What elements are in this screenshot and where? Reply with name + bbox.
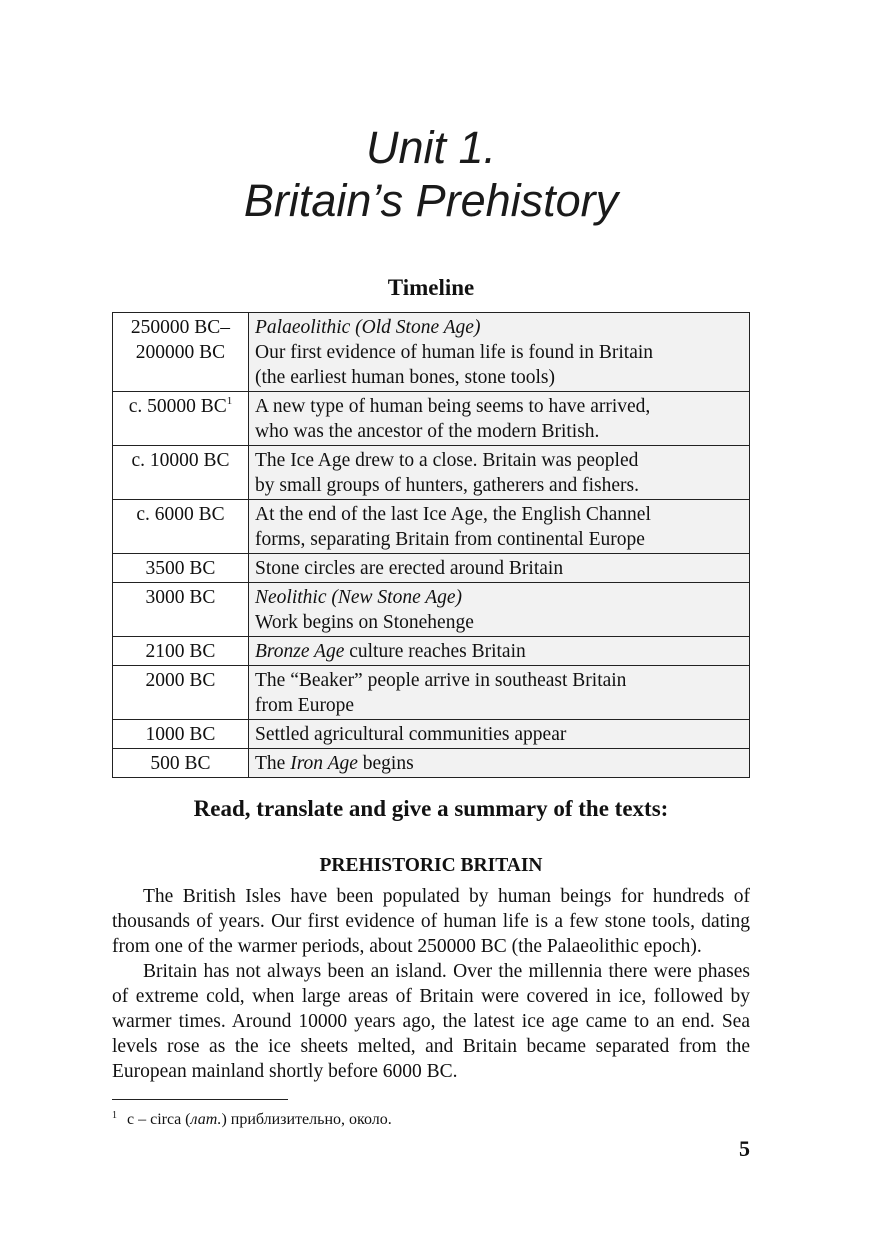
event-line: Stone circles are erected around Britain — [255, 558, 564, 579]
timeline-event — [249, 666, 750, 720]
footnote-divider — [112, 1099, 288, 1100]
timeline-event — [249, 446, 750, 500]
date-line: c. 10000 BC — [131, 450, 230, 471]
timeline-row — [113, 446, 750, 500]
date-line: 3000 BC — [145, 587, 216, 608]
event-line: The Ice Age drew to a close. Britain was peopled — [255, 450, 639, 471]
page-number: 5 — [739, 1136, 750, 1161]
date-line: c. 50000 BC — [128, 396, 227, 417]
timeline-date — [113, 313, 249, 392]
footnote-reference: 1 — [226, 395, 233, 407]
timeline-event — [249, 749, 750, 778]
timeline-row — [113, 554, 750, 583]
timeline-date — [113, 637, 249, 666]
timeline-event — [249, 554, 750, 583]
unit-title — [0, 121, 862, 227]
event-line: The “Beaker” people arrive in southeast Britain — [255, 670, 627, 691]
timeline-date — [113, 500, 249, 554]
timeline-date — [113, 720, 249, 749]
section-title: PREHISTORIC BRITAIN — [319, 855, 543, 876]
footnote — [112, 1105, 750, 1131]
timeline-row — [113, 749, 750, 778]
date-line: 2100 BC — [145, 641, 216, 662]
timeline-date — [113, 554, 249, 583]
timeline-event — [249, 500, 750, 554]
timeline-event — [249, 392, 750, 446]
event-line: At the end of the last Ice Age, the English Channel — [255, 504, 651, 525]
timeline-date — [113, 749, 249, 778]
footnote-text: c – circa ( — [127, 1111, 191, 1128]
unit-number: Unit 1. — [365, 122, 497, 173]
timeline-row — [113, 313, 750, 392]
event-text: culture reaches Britain — [344, 641, 526, 662]
timeline-table — [112, 312, 750, 778]
unit-subject: Britain’s Prehistory — [243, 175, 619, 226]
timeline-date — [113, 446, 249, 500]
timeline-row — [113, 392, 750, 446]
footnote-text: ) приблизительно, около. — [221, 1111, 392, 1128]
timeline-row — [113, 500, 750, 554]
era-name: Neolithic (New Stone Age) — [255, 587, 463, 608]
timeline-event — [249, 583, 750, 637]
era-name: Iron Age — [290, 753, 358, 774]
event-line: who was the ancestor of the modern British. — [255, 421, 600, 442]
event-line: from Europe — [255, 695, 355, 716]
timeline-row — [113, 720, 750, 749]
event-text: The — [255, 753, 291, 774]
event-text: begins — [357, 753, 414, 774]
era-name: Bronze Age — [255, 641, 345, 662]
timeline-event — [249, 720, 750, 749]
timeline-event — [249, 637, 750, 666]
date-line: 3500 BC — [145, 558, 216, 579]
timeline-row — [113, 637, 750, 666]
paragraph: Britain has not always been an island. Over the millennia there were phases of extreme cold, when large areas of Britain were covered in ice, followed by warmer times. Around 10000 years ago, the latest ice age came to an end. Sea levels rose as the ice sheets melted, and Britain became separated from the European mainland shortly before 6000 BC. — [112, 961, 750, 1082]
timeline-event — [249, 313, 750, 392]
event-line: Settled agricultural communities appear — [255, 724, 567, 745]
timeline-date — [113, 392, 249, 446]
timeline-heading: Timeline — [387, 275, 475, 300]
date-line: c. 6000 BC — [136, 504, 225, 525]
event-line: forms, separating Britain from continental Europe — [255, 529, 645, 550]
event-line: Our first evidence of human life is found in Britain — [255, 342, 654, 363]
timeline-date — [113, 583, 249, 637]
date-line: 1000 BC — [145, 724, 216, 745]
date-line: 250000 BC– — [130, 317, 231, 338]
date-line: 500 BC — [150, 753, 211, 774]
event-line: (the earliest human bones, stone tools) — [255, 367, 556, 388]
timeline-date — [113, 666, 249, 720]
footnote-mark: 1 — [112, 1110, 117, 1121]
timeline-row — [113, 583, 750, 637]
event-line: by small groups of hunters, gatherers and fishers. — [255, 475, 639, 496]
timeline-row — [113, 666, 750, 720]
event-line: Work begins on Stonehenge — [255, 612, 474, 633]
footnote-abbreviation: лат. — [190, 1111, 222, 1128]
event-line: A new type of human being seems to have arrived, — [255, 396, 651, 417]
body-text — [112, 884, 750, 1084]
era-name: Palaeolithic (Old Stone Age) — [255, 317, 481, 338]
date-line: 2000 BC — [145, 670, 216, 691]
paragraph: The British Isles have been populated by human beings for hundreds of thousands of years. Our first evidence of human life is a few stone tools, dating from one of the warmer periods, about 250000 BC (the Palaeolithic epoch). — [112, 886, 750, 957]
exercise-instruction: Read, translate and give a summary of the texts: — [193, 796, 669, 821]
date-line: 200000 BC — [135, 342, 226, 363]
